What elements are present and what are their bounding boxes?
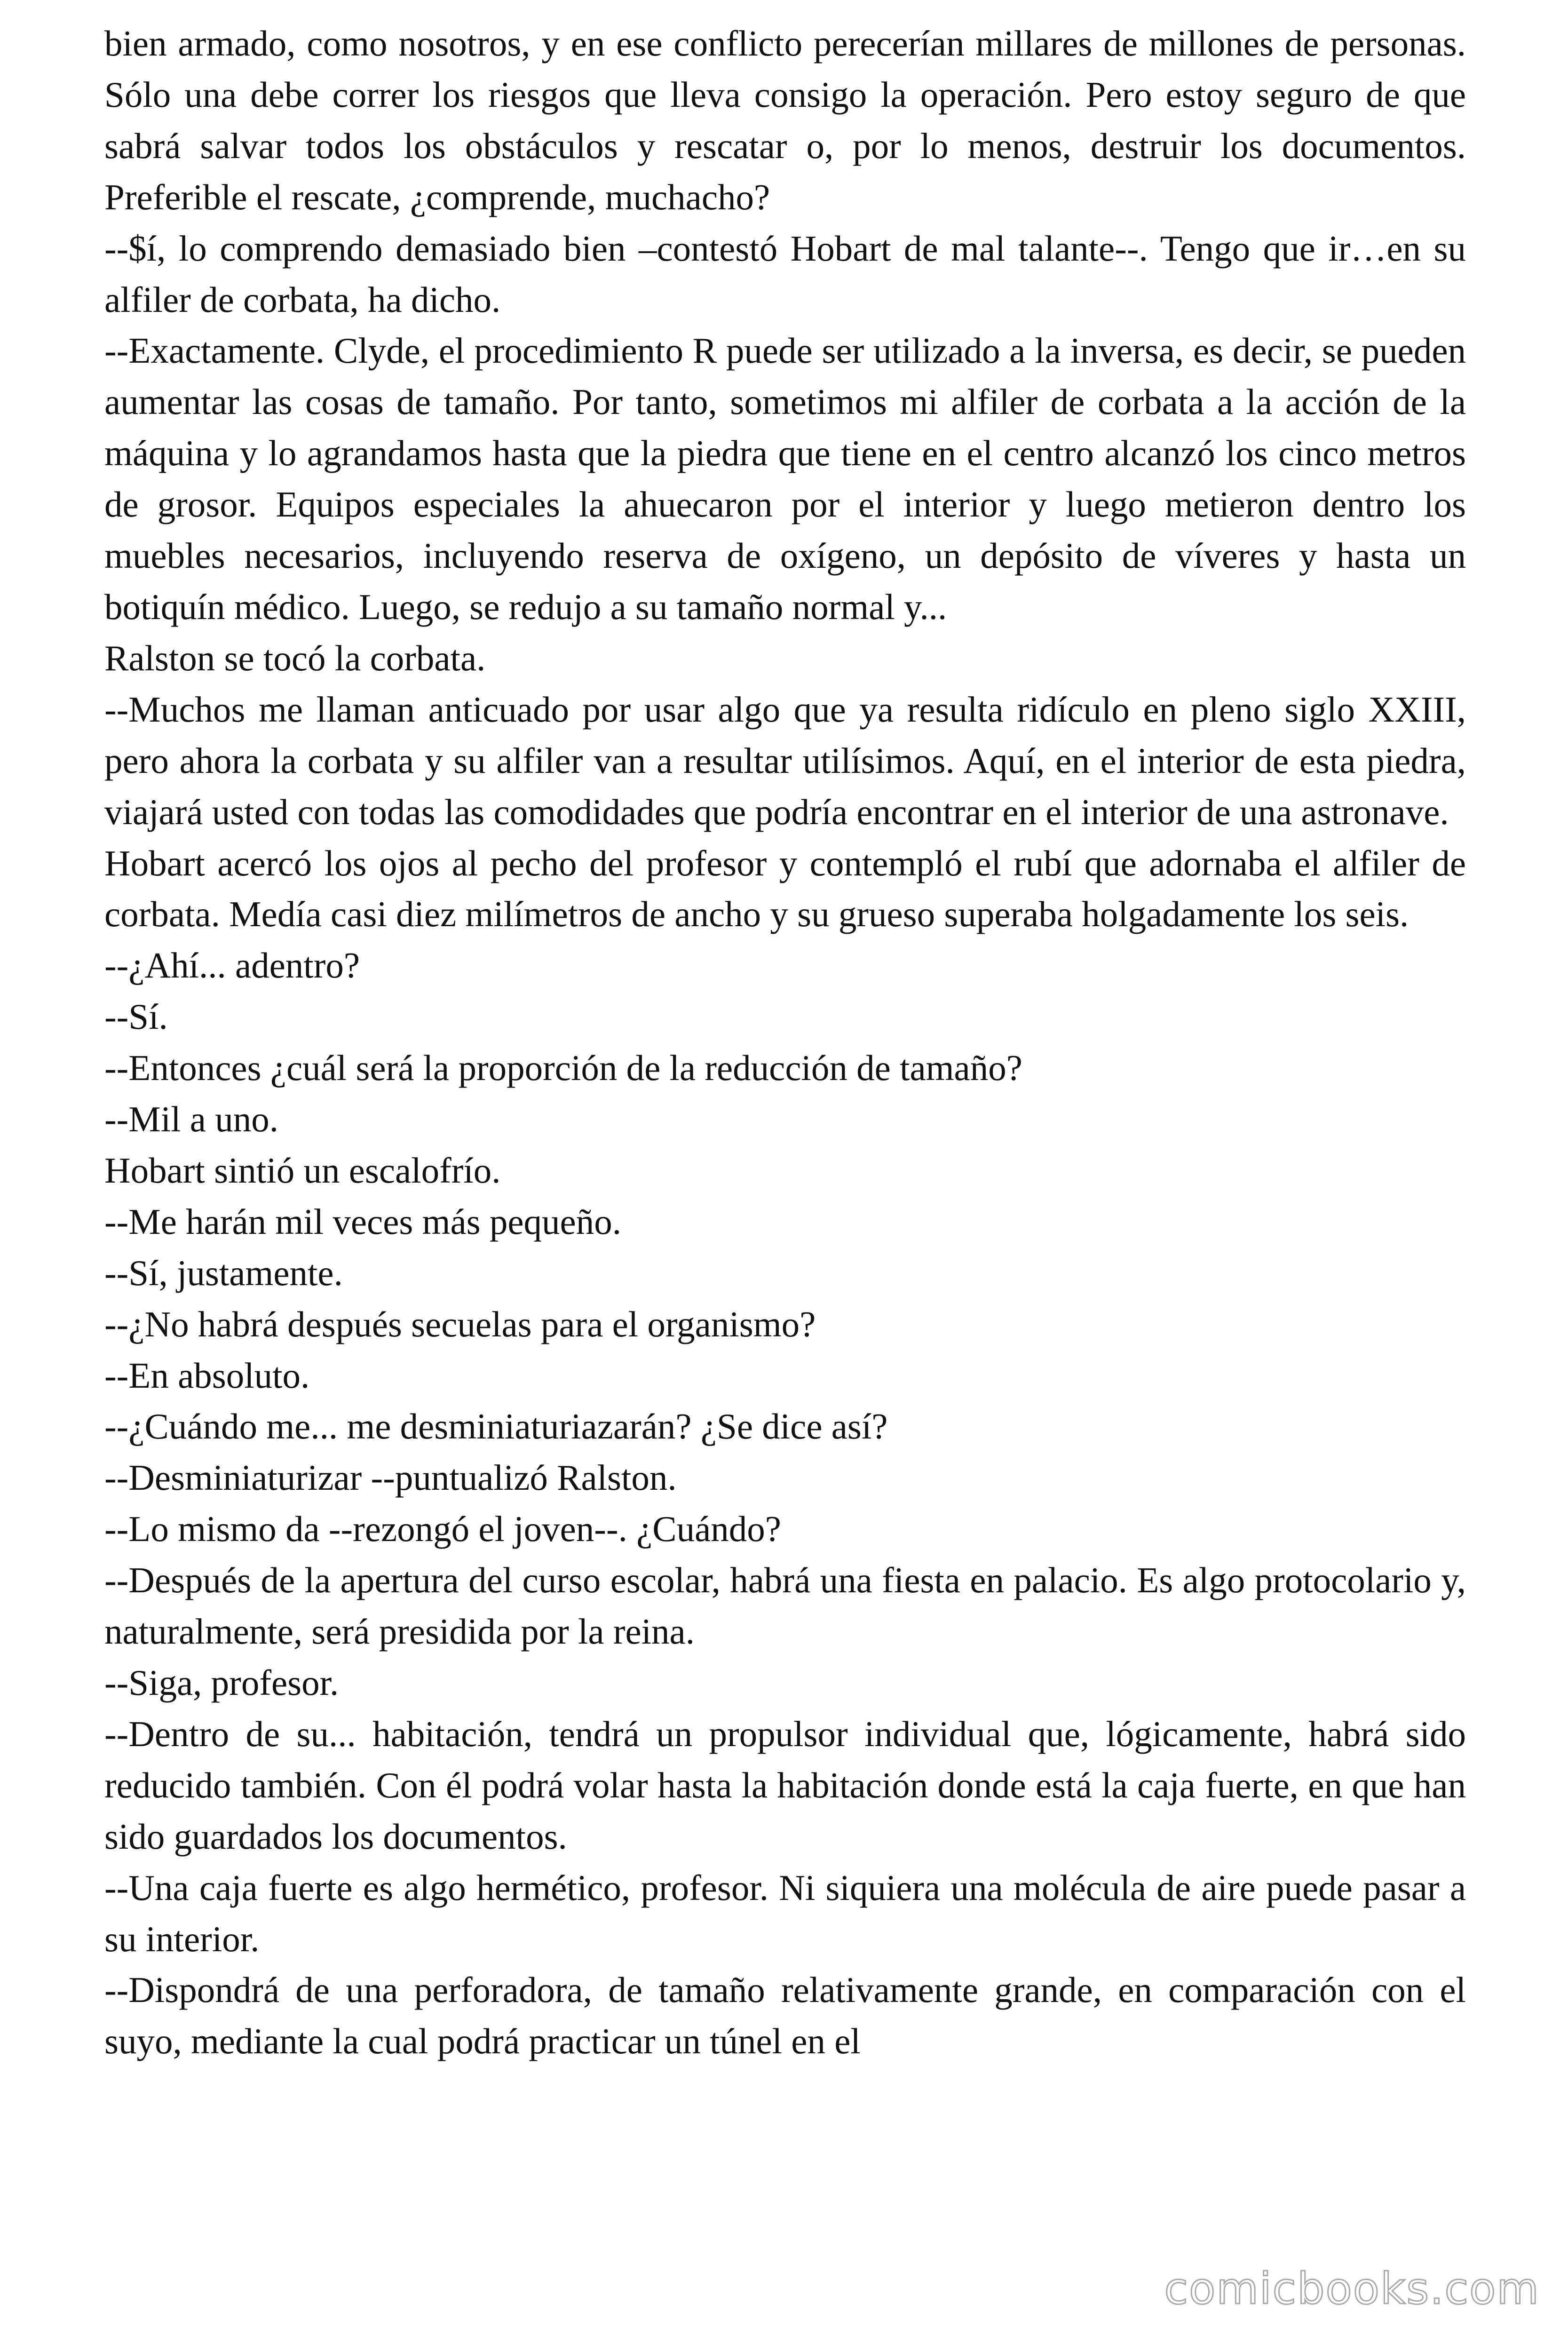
paragraph: bien armado, como nosotros, y en ese conflicto perecerían millares de millones de personas. Sólo una debe correr los riesgos que lleva consigo la operación. Pero estoy seguro de que sabrá salvar todos los obstáculos y rescatar o, por lo menos, destruir los documentos. Preferible el rescate, ¿comprende, muchacho?: [104, 23, 1466, 217]
paragraph: --Muchos me llaman anticuado por usar algo que ya resulta ridículo en pleno siglo XXIII, pero ahora la corbata y su alfiler van a resultar utilísimos. Aquí, en el interior de esta piedra, viajará usted con todas las comodidades que podría encontrar en el interior de una astronave.: [104, 689, 1466, 832]
paragraph: --Sí, justamente.: [104, 1252, 343, 1293]
paragraph: --Sí.: [104, 996, 168, 1037]
paragraph: --Entonces ¿cuál será la proporción de la reducción de tamaño?: [104, 1048, 1022, 1089]
paragraph: --Me harán mil veces más pequeño.: [104, 1201, 621, 1242]
paragraph: --Siga, profesor.: [104, 1662, 339, 1703]
paragraph: --Lo mismo da --rezongó el joven--. ¿Cuándo?: [104, 1509, 781, 1549]
paragraph: --Mil a uno.: [104, 1099, 278, 1140]
paragraph: --Exactamente. Clyde, el procedimiento R puede ser utilizado a la inversa, es decir, se pueden aumentar las cosas de tamaño. Por tanto, sometimos mi alfiler de corbata a la acción de la máquina y lo agrandamos hasta que la piedra que tiene en el centro alcanzó los cinco metros de grosor. Equipos especiales la ahuecaron por el interior y luego metieron dentro los muebles necesarios, incluyendo reserva de oxígeno, un depósito de víveres y hasta un botiquín médico. Luego, se redujo a su tamaño normal y...: [104, 330, 1466, 627]
paragraph: --Dispondrá de una perforadora, de tamaño relativamente grande, en comparación con el suyo, mediante la cual podrá practicar un túnel en el: [104, 1970, 1466, 2062]
paragraph: --$í, lo comprendo demasiado bien –contestó Hobart de mal talante--. Tengo que ir…en su alfiler de corbata, ha dicho.: [104, 228, 1466, 320]
paragraph: --Dentro de su... habitación, tendrá un propulsor individual que, lógicamente, habrá sido reducido también. Con él podrá volar hasta la habitación donde está la caja fuerte, en que han sido guardados los documentos.: [104, 1713, 1466, 1857]
paragraph: --Una caja fuerte es algo hermético, profesor. Ni siquiera una molécula de aire puede pasar a su interior.: [104, 1867, 1466, 1959]
paragraph: --¿No habrá después secuelas para el organismo?: [104, 1303, 816, 1344]
watermark: comicbooks.com: [1164, 2264, 1540, 2314]
paragraph: Hobart acercó los ojos al pecho del profesor y contempló el rubí que adornaba el alfiler de corbata. Medía casi diez milímetros de ancho y su grueso superaba holgadamente los seis.: [104, 842, 1466, 935]
paragraph: Ralston se tocó la corbata.: [104, 637, 486, 678]
paragraph: Hobart sintió un escalofrío.: [104, 1150, 501, 1191]
paragraph: --Desminiaturizar --puntualizó Ralston.: [104, 1457, 677, 1498]
paragraph: --¿Cuándo me... me desminiaturiazarán? ¿Se dice así?: [104, 1406, 888, 1447]
paragraph: --Después de la apertura del curso escolar, habrá una fiesta en palacio. Es algo protocolario y, naturalmente, será presidida por la reina.: [104, 1560, 1466, 1652]
page-text: [104, 18, 1466, 2067]
paragraph: --¿Ahí... adentro?: [104, 945, 360, 986]
paragraph: --En absoluto.: [104, 1355, 310, 1396]
